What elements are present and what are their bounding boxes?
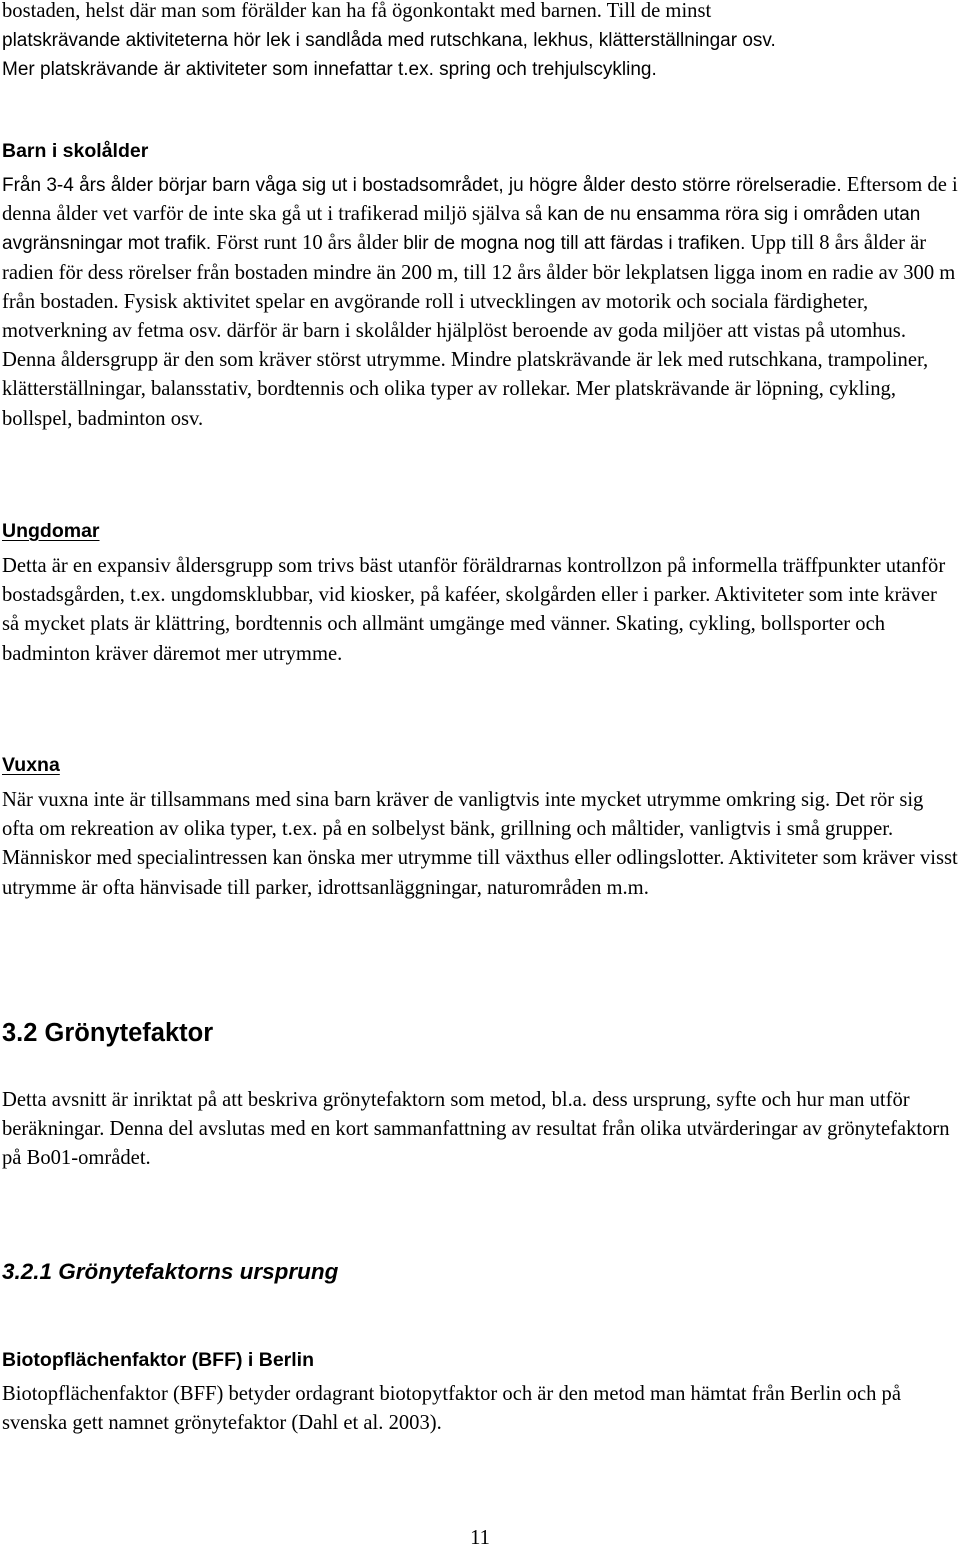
- heading-vuxna: Vuxna: [2, 754, 60, 776]
- page-number: 11: [470, 1527, 490, 1549]
- barn-sans-part-3: blir de mogna nog till att färdas i trafiken.: [403, 233, 746, 255]
- section-3-2-paragraph: Detta avsnitt är inriktat på att beskriva grönytefaktorn som metod, bl.a. dess ursprung, syfte och hur man utför beräkningar. Denna del avslutas med en kort sammanfattning av resultat från olika utvärderingar av grönytefaktorn på Bo01-området.: [2, 1089, 950, 1170]
- barn-serif-part-1: Eftersom de i denna ålder vet varför de inte ska gå ut i trafikerad miljö själva så: [2, 174, 958, 226]
- heading-bff-berlin: Biotopflächenfaktor (BFF) i Berlin: [2, 1349, 314, 1371]
- intro-paragraph: [2, 0, 958, 85]
- heading-barn-i-skolalder: Barn i skolålder: [2, 140, 149, 162]
- vuxna-paragraph: När vuxna inte är tillsammans med sina barn kräver de vanligtvis inte mycket utrymme omkring sig. Det rör sig ofta om rekreation av olika typer, t.ex. på en solbelyst bänk, grillning och måltider, vanligtvis i små grupper. Människor med specialintressen kan önska mer utrymme till växthus eller odlingslotter. Aktiviteter som kräver visst utrymme är ofta hänvisade till parker, idrottsanläggningar, naturområden m.m.: [2, 789, 958, 899]
- barn-i-skolalder-paragraph: [2, 171, 958, 434]
- intro-line-2: platskrävande aktiviteterna hör lek i sandlåda med rutschkana, lekhus, klätterställningar osv.: [2, 30, 776, 52]
- ungdomar-paragraph: Detta är en expansiv åldersgrupp som trivs bäst utanför föräldrarnas kontrollzon på informella träffpunkter utanför bostadsgården, t.ex. ungdomsklubbar, vid kiosker, på kaféer, skolgården eller i parker. Aktiviteter som inte kräver så mycket plats är klättring, bordtennis och allmänt umgänge med vänner. Skating, cykling, bollsporter och badminton kräver däremot mer utrymme.: [2, 555, 946, 665]
- barn-sans-part-2: kan de nu ensamma röra sig i områden utan avgränsningar mot trafik.: [2, 204, 921, 255]
- heading-3-2-gronytefaktor: 3.2 Grönytefaktor: [2, 1019, 214, 1047]
- barn-serif-part-2: Först runt 10 års ålder: [211, 232, 404, 255]
- heading-ungdomar: Ungdomar: [2, 520, 100, 542]
- barn-serif-part-3: Upp till 8 års ålder är radien för dess rörelser från bostaden mindre än 200 m, till 12 års ålder bör lekplatsen ligga inom en radie av 300 m från bostaden. Fysisk aktivitet spelar en avgörande roll i utvecklingen av motorik och sociala färdigheter, motverkning av fetma osv. därför är barn i skolålder hjälplöst beroende av goda miljöer att vistas på utomhus. Denna åldersgrupp är den som kräver störst utrymme. Mindre platskrävande är lek med rutschkana, trampoliner, klätterställningar, balansstativ, bordtennis och olika typer av rollekar. Mer platskrävande är löpning, cykling, bollspel, badminton osv.: [2, 232, 956, 430]
- barn-sans-part-1: Från 3-4 års ålder börjar barn våga sig ut i bostadsområdet, ju högre ålder desto större rörelseradie.: [2, 175, 842, 196]
- bff-paragraph: Biotopflächenfaktor (BFF) betyder ordagrant biotopytfaktor och är den metod man hämtat från Berlin och på svenska gett namnet grönytefaktor (Dahl et al. 2003).: [2, 1383, 901, 1435]
- intro-line-3: Mer platskrävande är aktiviteter som innefattar t.ex. spring och trehjulscykling.: [2, 59, 657, 81]
- intro-line-1: bostaden, helst där man som förälder kan ha få ögonkontakt med barnen. Till de minst: [2, 0, 712, 22]
- heading-3-2-1-ursprung: 3.2.1 Grönytefaktorns ursprung: [2, 1259, 339, 1284]
